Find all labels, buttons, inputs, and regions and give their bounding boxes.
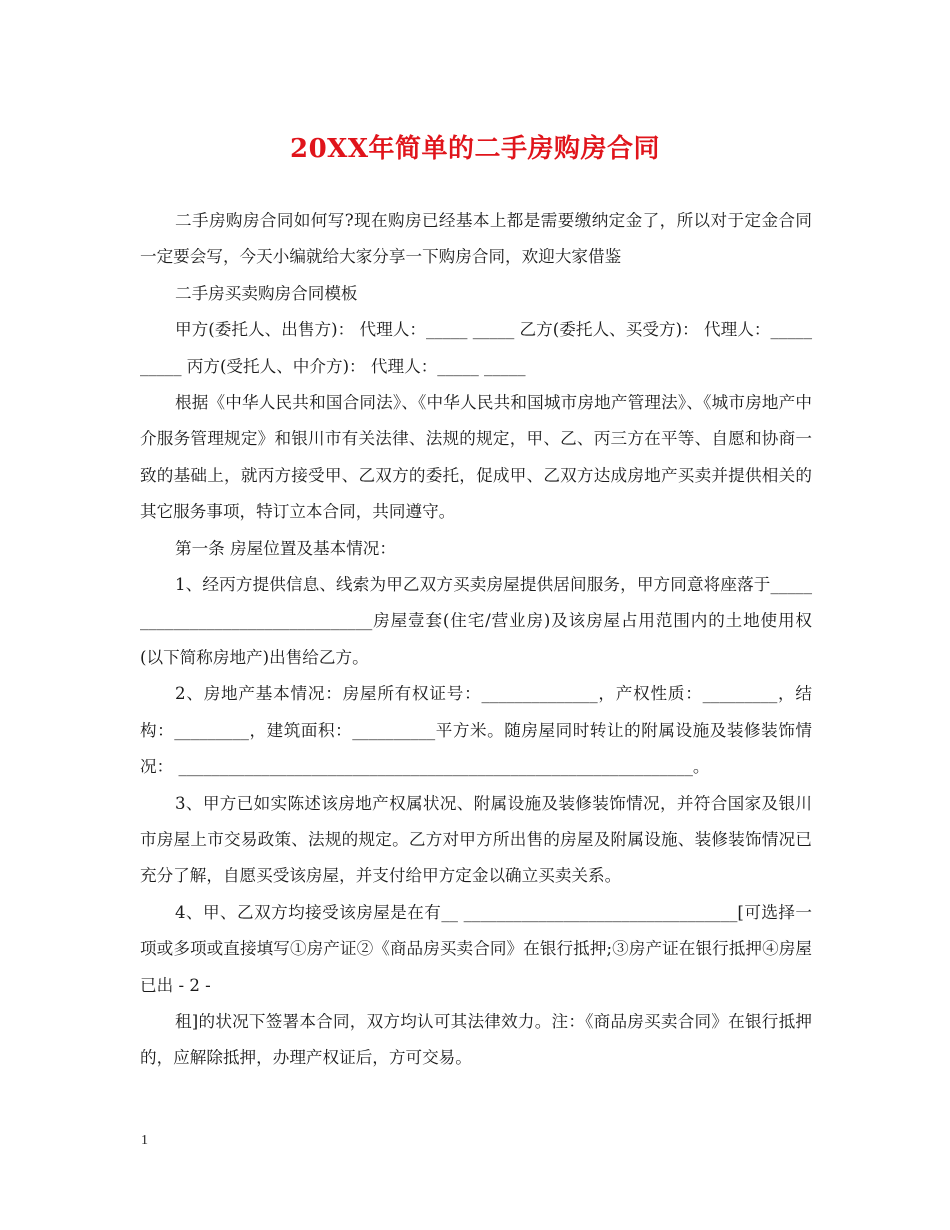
clause-3: 3、甲方已如实陈述该房地产权属状况、附属设施及装修装饰情况，并符合国家及银川市房屋上市交易政策、法规的规定。乙方对甲方所出售的房屋及附属设施、装修装饰情况已充分了解，自愿买受该房屋，并支付给甲方定金以确立买卖关系。 bbox=[140, 793, 812, 886]
page-number: 1 bbox=[141, 1133, 148, 1148]
clause-4: 4、甲、乙双方均接受该房屋是在有__ _________________________________[可选择一项或多项或直接填写①房产证②《商品房买卖合同》在银行抵押;③房产证在银行抵押④房屋已出 - 2 - bbox=[140, 902, 812, 995]
legal-basis-paragraph: 根据《中华人民共和国合同法》、《中华人民共和国城市房地产管理法》、《城市房地产中介服务管理规定》和银川市有关法律、法规的规定，甲、乙、丙三方在平等、自愿和协商一致的基础上，就丙方接受甲、乙双方的委托，促成甲、乙双方达成房地产买卖并提供相关的其它服务事项，特订立本合同，共同遵守。 bbox=[140, 393, 812, 522]
document-body bbox=[140, 203, 812, 1077]
clause-1: 1、经丙方提供信息、线索为甲乙双方买卖房屋提供居间服务，甲方同意将座落于_________________________________房屋壹套(住宅/营业房)及该房屋占用范围内的土地使用权(以下简称房地产)出售给乙方。 bbox=[140, 575, 812, 667]
template-heading: 二手房买卖购房合同模板 bbox=[175, 283, 358, 303]
article-one-heading: 第一条 房屋位置及基本情况： bbox=[175, 538, 396, 558]
document-title: 20XX年简单的二手房购房合同 bbox=[289, 134, 661, 164]
parties-paragraph: 甲方(委托人、出售方)： 代理人：_____ _____ 乙方(委托人、买受方)： 代理人：_____ _____ 丙方(受托人、中介方)： 代理人：_____ _____ bbox=[140, 320, 812, 376]
clause-2: 2、房地产基本情况：房屋所有权证号：______________，产权性质：_________，结构：_________，建筑面积：__________平方米。随房屋同时转让的附属设施及装修装饰情况： ______________________________________________________________。 bbox=[140, 684, 812, 777]
clause-4-continued: 租]的状况下签署本合同，双方均认可其法律效力。注：《商品房买卖合同》在银行抵押的，应解除抵押，办理产权证后，方可交易。 bbox=[140, 1011, 812, 1068]
intro-paragraph: 二手房购房合同如何写?现在购房已经基本上都是需要缴纳定金了，所以对于定金合同一定要会写，今天小编就给大家分享一下购房合同，欢迎大家借鉴 bbox=[140, 211, 812, 267]
